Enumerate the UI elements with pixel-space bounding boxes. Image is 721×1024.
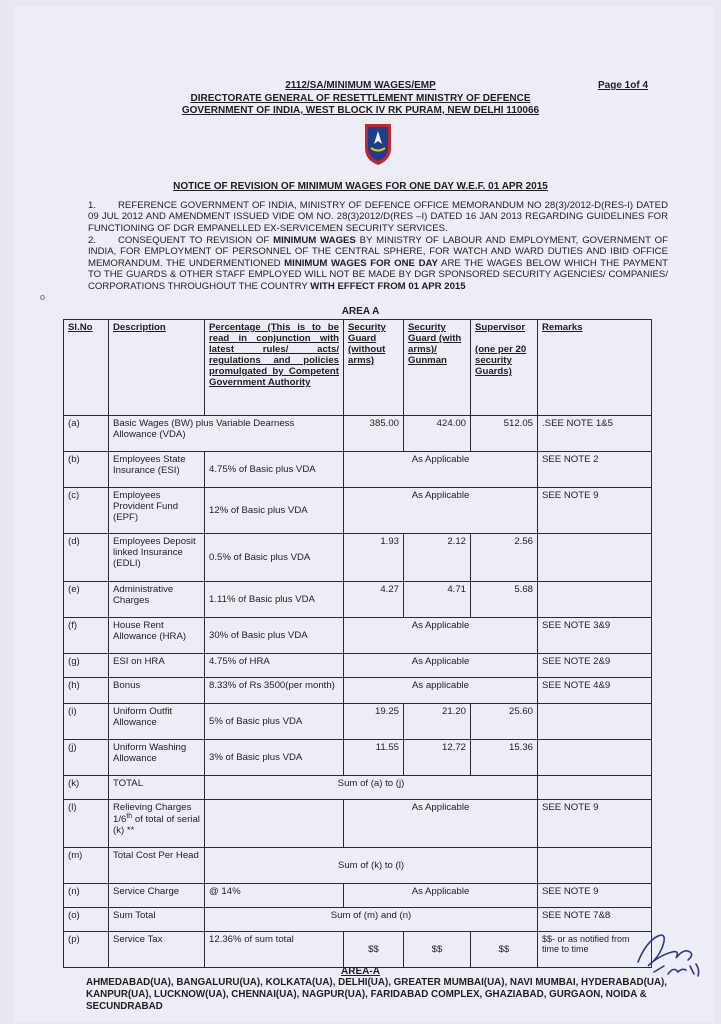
row-j-slno: (j) [64,740,109,776]
row-n-description: Service Charge [109,884,205,908]
row-f-slno: (f) [64,618,109,654]
row-h-applicability: As applicable [344,678,538,704]
row-i-remarks [538,704,652,740]
row-e-remarks [538,582,652,618]
footer-city-list: AHMEDABAD(UA), BANGALURU(UA), KOLKATA(UA), DELHI(UA), GREATER MUMBAI(UA), NAVI MUMBAI, HYDERABAD(UA), KANPUR(UA), LUCKNOW(UA), CHENNAI(UA), NAGPUR(UA), FARIDABAD COMPLEX, GHAZIABAD, GURGAON, NOIDA & SECUNDRABAD [86,977,668,1013]
area-label: AREA A [341,306,380,317]
table-row [64,618,652,654]
row-h-description: Bonus [109,678,205,704]
page-indicator: Page 1of 4 [598,80,649,91]
row-p-guard-with-arms: $$ [404,932,471,968]
scan-mark: o [40,292,46,302]
row-p-percentage: 12.36% of sum total [205,932,344,968]
row-a-supervisor: 512.05 [471,416,538,452]
row-d-remarks [538,534,652,582]
table-row [64,534,652,582]
row-m-slno: (m) [64,848,109,884]
header-supervisor [471,320,538,416]
row-k-slno: (k) [64,776,109,800]
paragraph-2-text-2: BY MINISTRY OF LABOUR AND EMPLOYMENT, GOVERNMENT OF INDIA, FOR EMPLOYMENT OF PERSONNEL OF THE CENTRAL SPHERE, FOR WATCH AND WARD DUTIES AND IBID OFFICE MEMORANDUM. THE UNDERMENTIONED [88,235,668,269]
row-e-percentage: 1.11% of Basic plus VDA [205,582,344,618]
header-guard-without-arms: Security Guard (without arms) [344,320,404,416]
notice-title: NOTICE OF REVISION OF MINIMUM WAGES FOR ONE DAY W.E.F. 01 APR 2015 [173,181,548,192]
row-f-applicability: As Applicable [344,618,538,654]
paragraph-2-bold-3: WITH EFFECT FROM 01 APR 2015 [310,280,466,292]
row-j-percentage: 3% of Basic plus VDA [205,740,344,776]
row-i-slno: (i) [64,704,109,740]
header-slno: Sl.No [64,320,109,416]
paragraph-1-text: REFERENCE GOVERNMENT OF INDIA, MINISTRY OF DEFENCE OFFICE MEMORANDUM NO 28(3)/2012-D(RES-I) DATED 09 JUL 2012 AND AMENDMENT ISSUED VIDE OM NO. 28(3)2012/D(RES –I) DATED 16 JAN 2013 REGARDING GUIDELINES FOR FUNCTIONING OF DGR EMPANELLED EX-SERVICEMEN SECURITY SERVICES. [88,200,668,234]
row-k-remarks [538,776,652,800]
row-j-supervisor: 15.36 [471,740,538,776]
table-header-row [64,320,652,416]
table-row [64,740,652,776]
row-d-guard-with-arms: 2.12 [404,534,471,582]
row-d-percentage: 0.5% of Basic plus VDA [205,534,344,582]
row-n-percentage: @ 14% [205,884,344,908]
row-f-description: House Rent Allowance (HRA) [109,618,205,654]
government-address-line: GOVERNMENT OF INDIA, WEST BLOCK IV RK PURAM, NEW DELHI 110066 [181,105,540,116]
row-l-remarks: SEE NOTE 9 [538,800,652,848]
row-c-remarks: SEE NOTE 9 [538,488,652,534]
header-percentage: Percentage (This is to be read in conjunction with latest rules/ acts/ regulations and policies promulgated by Competent Government Authority [205,320,344,416]
directorate-line: DIRECTORATE GENERAL OF RESETTLEMENT MINISTRY OF DEFENCE [190,93,531,104]
row-j-guard-without-arms: 11.55 [344,740,404,776]
paragraph-2-number: 2. [88,235,97,246]
row-b-slno: (b) [64,452,109,488]
row-e-guard-with-arms: 4.71 [404,582,471,618]
table-row [64,908,652,932]
row-c-slno: (c) [64,488,109,534]
paragraph-1 [88,200,668,234]
row-c-applicability: As Applicable [344,488,538,534]
row-e-supervisor: 5.68 [471,582,538,618]
row-p-supervisor: $$ [471,932,538,968]
row-o-slno: (o) [64,908,109,932]
header-guard-with-arms: Security Guard (with arms)/ Gunman [404,320,471,416]
row-p-slno: (p) [64,932,109,968]
row-p-remarks: $$- or as notified from time to time [538,932,652,968]
header-supervisor-note: (one per 20 security Guards) [475,344,527,377]
row-b-description: Employees State Insurance (ESI) [109,452,205,488]
row-o-description: Sum Total [109,908,205,932]
row-l-percentage [205,800,344,848]
row-i-percentage: 5% of Basic plus VDA [205,704,344,740]
table-row [64,932,652,968]
row-p-description: Service Tax [109,932,205,968]
row-l-desc-superscript: th [126,813,133,820]
row-l-applicability: As Applicable [344,800,538,848]
row-a-slno: (a) [64,416,109,452]
row-d-description: Employees Deposit linked Insurance (EDLI) [109,534,205,582]
row-m-description: Total Cost Per Head [109,848,205,884]
row-j-guard-with-arms: 12.72 [404,740,471,776]
row-b-remarks: SEE NOTE 2 [538,452,652,488]
row-k-description: TOTAL [109,776,205,800]
dgr-emblem-icon [364,122,392,166]
row-o-formula: Sum of (m) and (n) [205,908,538,932]
table-row [64,800,652,848]
paragraph-2-bold-1: MINIMUM WAGES [273,235,356,246]
row-m-remarks [538,848,652,884]
row-g-remarks: SEE NOTE 2&9 [538,654,652,678]
row-o-remarks: SEE NOTE 7&8 [538,908,652,932]
row-h-percentage: 8.33% of Rs 3500(per month) [205,678,344,704]
row-b-percentage: 4.75% of Basic plus VDA [205,452,344,488]
table-row [64,452,652,488]
row-a-guard-without-arms: 385.00 [344,416,404,452]
row-a-guard-with-arms: 424.00 [404,416,471,452]
row-d-guard-without-arms: 1.93 [344,534,404,582]
row-i-supervisor: 25.60 [471,704,538,740]
row-f-remarks: SEE NOTE 3&9 [538,618,652,654]
row-d-supervisor: 2.56 [471,534,538,582]
row-l-description [109,800,205,848]
row-g-slno: (g) [64,654,109,678]
row-d-slno: (d) [64,534,109,582]
row-n-applicability: As Applicable [344,884,538,908]
row-g-percentage: 4.75% of HRA [205,654,344,678]
table-row [64,848,652,884]
row-l-slno: (l) [64,800,109,848]
header-supervisor-label: Supervisor [475,322,526,333]
row-n-remarks: SEE NOTE 9 [538,884,652,908]
paragraph-2 [88,235,668,292]
table-row [64,678,652,704]
row-e-description: Administrative Charges [109,582,205,618]
minimum-wages-table [63,319,652,968]
row-h-remarks: SEE NOTE 4&9 [538,678,652,704]
row-c-percentage: 12% of Basic plus VDA [205,488,344,534]
table-row [64,654,652,678]
row-h-slno: (h) [64,678,109,704]
table-row [64,704,652,740]
row-c-description: Employees Provident Fund (EPF) [109,488,205,534]
row-p-guard-without-arms: $$ [344,932,404,968]
row-b-applicability: As Applicable [344,452,538,488]
row-i-guard-without-arms: 19.25 [344,704,404,740]
row-l-desc-part-1: Relieving Charges 1/6 [113,802,192,826]
row-i-guard-with-arms: 21.20 [404,704,471,740]
row-i-description: Uniform Outfit Allowance [109,704,205,740]
footer-area-title: AREA-A [341,966,380,977]
row-m-formula: Sum of (k) to (l) [205,848,538,884]
table-row [64,884,652,908]
row-j-description: Uniform Washing Allowance [109,740,205,776]
paragraph-2-text-1: CONSEQUENT TO REVISION OF [118,235,274,246]
table-row [64,582,652,618]
paragraph-2-bold-2: MINIMUM WAGES FOR ONE DAY [284,257,438,269]
table-row [64,416,652,452]
table-row [64,488,652,534]
table-row [64,776,652,800]
paragraph-1-number: 1. [88,200,97,211]
row-l-desc-part-2: of total of serial (k) ** [113,814,200,837]
row-a-description: Basic Wages (BW) plus Variable Dearness Allowance (VDA) [109,416,344,452]
row-k-formula: Sum of (a) to (j) [205,776,538,800]
row-g-description: ESI on HRA [109,654,205,678]
handwritten-signature [628,922,708,980]
paragraph-2-text-3: ARE THE WAGES BELOW WHICH THE PAYMENT TO THE GUARDS & OTHER STAFF EMPLOYED WILL NOT BE MADE BY DGR SPONSORED SECURITY AGENCIES/ COMPANIES/ CORPORATIONS THROUGHOUT THE COUNTRY [88,257,668,292]
header-description: Description [109,320,205,416]
row-g-applicability: As Applicable [344,654,538,678]
row-n-slno: (n) [64,884,109,908]
row-e-slno: (e) [64,582,109,618]
reference-number: 2112/SA/MINIMUM WAGES/EMP [285,80,436,91]
row-a-remarks: .SEE NOTE 1&5 [538,416,652,452]
header-remarks: Remarks [538,320,652,416]
row-j-remarks [538,740,652,776]
row-f-percentage: 30% of Basic plus VDA [205,618,344,654]
row-e-guard-without-arms: 4.27 [344,582,404,618]
